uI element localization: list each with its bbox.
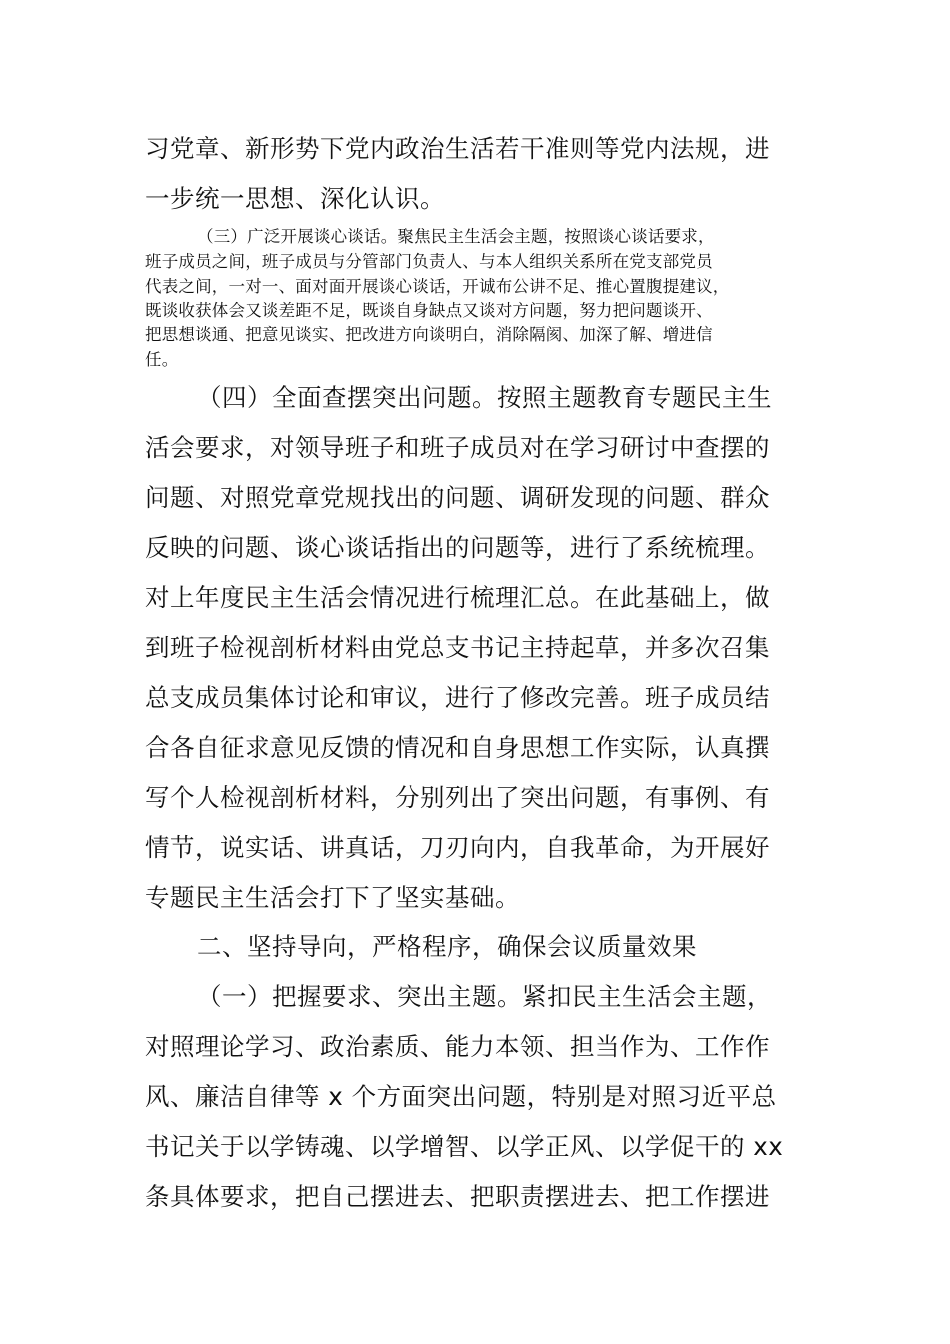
paragraph-line: （一）把握要求、突出主题。紧扣民主生活会主题， xyxy=(197,982,772,1011)
paragraph-line: 书记关于以学铸魂、以学增智、以学正风、以学促干的 xx xyxy=(145,1132,784,1161)
paragraph-line: 专题民主生活会打下了坚实基础。 xyxy=(145,883,520,912)
paragraph-line: 到班子检视剖析材料由党总支书记主持起草，并多次召集 xyxy=(145,633,770,662)
paragraph-line: （三）广泛开展谈心谈话。聚焦民主生活会主题，按照谈心谈话要求， xyxy=(197,227,715,246)
paragraph-line: 活会要求，对领导班子和班子成员对在学习研讨中查摆的 xyxy=(145,433,770,462)
paragraph-line: 既谈收获体会又谈差距不足，既谈自身缺点又谈对方问题，努力把问题谈开、 xyxy=(145,301,713,320)
paragraph-line: 总支成员集体讨论和审议，进行了修改完善。班子成员结 xyxy=(145,683,770,712)
paragraph-line: 代表之间，一对一、面对面开展谈心谈话，开诚布公讲不足、推心置腹提建议， xyxy=(145,277,730,296)
paragraph-line: 合各自征求意见反馈的情况和自身思想工作实际，认真撰 xyxy=(145,733,770,762)
paragraph-line: 把思想谈通、把意见谈实、把改进方向谈明白，消除隔阂、加深了解、增进信 xyxy=(145,325,713,344)
paragraph-line: 任。 xyxy=(145,350,179,369)
paragraph-line: 情节，说实话、讲真话，刀刃向内，自我革命，为开展好 xyxy=(145,833,770,862)
paragraph-line: 条具体要求，把自己摆进去、把职责摆进去、把工作摆进 xyxy=(145,1182,770,1211)
paragraph-line: 对上年度民主生活会情况进行梳理汇总。在此基础上，做 xyxy=(145,583,770,612)
paragraph-line: 写个人检视剖析材料，分别列出了突出问题，有事例、有 xyxy=(145,783,770,812)
paragraph-line: 问题、对照党章党规找出的问题、调研发现的问题、群众 xyxy=(145,483,770,512)
section-heading: 二、坚持导向，严格程序，确保会议质量效果 xyxy=(197,932,697,961)
paragraph-line: 反映的问题、谈心谈话指出的问题等，进行了系统梳理。 xyxy=(145,533,770,562)
paragraph-line: 风、廉洁自律等 x 个方面突出问题，特别是对照习近平总 xyxy=(145,1082,777,1111)
paragraph-line: 班子成员之间，班子成员与分管部门负责人、与本人组织关系所在党支部党员 xyxy=(145,252,713,271)
paragraph-line: （四）全面查摆突出问题。按照主题教育专题民主生 xyxy=(197,383,772,412)
paragraph-line: 习党章、新形势下党内政治生活若干准则等党内法规，进 xyxy=(145,134,770,163)
paragraph-line: 一步统一思想、深化认识。 xyxy=(145,184,445,213)
paragraph-line: 对照理论学习、政治素质、能力本领、担当作为、工作作 xyxy=(145,1032,770,1061)
